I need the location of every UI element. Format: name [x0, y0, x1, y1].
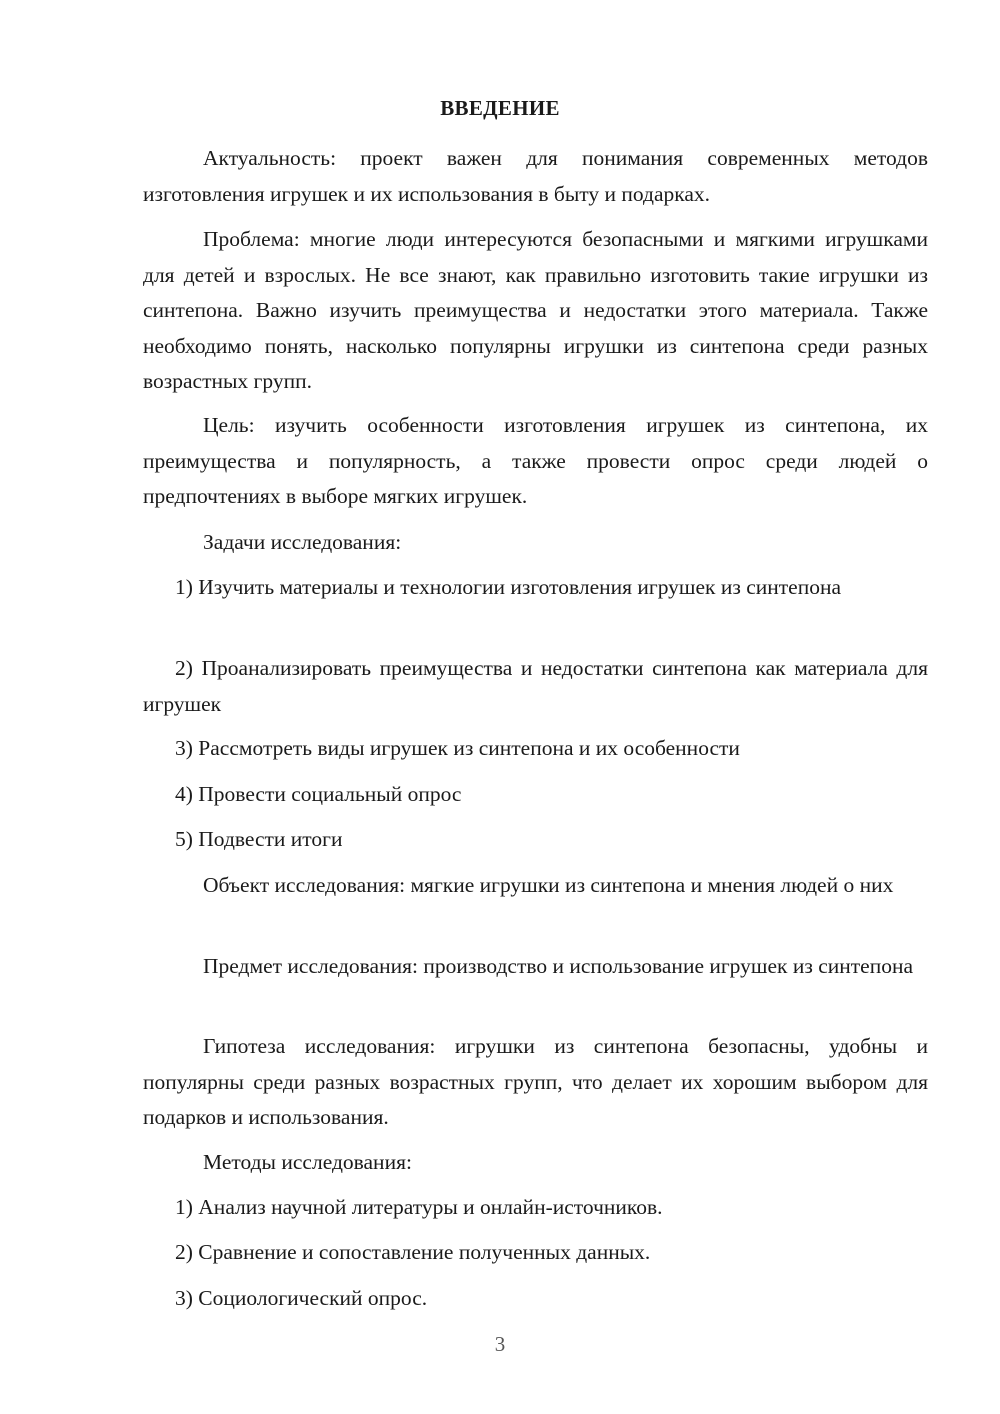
page-number: 3: [494, 1332, 506, 1356]
method-item-1: 1) Анализ научной литературы и онлайн-источников.: [175, 1195, 663, 1219]
goal-paragraph: Цель: изучить особенности изготовления игрушек из синтепона, их преимущества и популярность, а также провести опрос среди людей о предпочтениях в выборе мягких игрушек.: [143, 413, 928, 508]
task-item-3: 3) Рассмотреть виды игрушек из синтепона и их особенности: [175, 736, 740, 760]
section-title: ВВЕДЕНИЕ: [440, 96, 560, 120]
relevance-paragraph: Актуальность: проект важен для понимания современных методов изготовления игрушек и их использования в быту и подарках.: [143, 146, 928, 206]
problem-paragraph: Проблема: многие люди интересуются безопасными и мягкими игрушками для детей и взрослых. Не все знают, как правильно изготовить такие игрушки из синтепона. Важно изучить преимущества и недостатки этого материала. Также необходимо понять, насколько популярны игрушки из синтепона среди разных возрастных групп.: [143, 227, 928, 393]
object-paragraph: Объект исследования: мягкие игрушки из синтепона и мнения людей о них: [203, 873, 894, 897]
hypothesis-paragraph: Гипотеза исследования: игрушки из синтепона безопасны, удобны и популярны среди разных возрастных групп, что делает их хорошим выбором для подарков и использования.: [143, 1034, 928, 1129]
task-item-5: 5) Подвести итоги: [175, 827, 343, 851]
method-item-3: 3) Социологический опрос.: [175, 1286, 428, 1310]
subject-paragraph: Предмет исследования: производство и использование игрушек из синтепона: [203, 954, 913, 978]
task-item-2: 2) Проанализировать преимущества и недостатки синтепона как материала для игрушек: [143, 656, 928, 716]
task-item-1: 1) Изучить материалы и технологии изготовления игрушек из синтепона: [175, 575, 842, 599]
tasks-heading: Задачи исследования:: [203, 530, 402, 554]
method-item-2: 2) Сравнение и сопоставление полученных данных.: [175, 1240, 651, 1264]
task-item-4: 4) Провести социальный опрос: [175, 782, 462, 806]
methods-heading: Методы исследования:: [203, 1150, 412, 1174]
